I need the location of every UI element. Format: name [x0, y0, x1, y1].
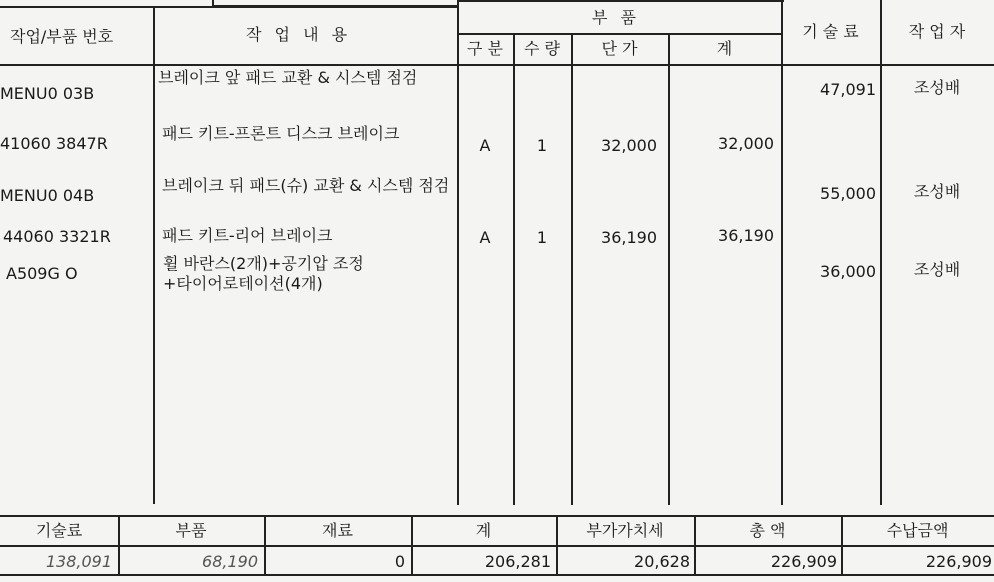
summary-label-vat: 부가가치세 — [586, 521, 664, 540]
summary-value-materials: 0 — [394, 552, 405, 571]
summary-label-paid: 수납금액 — [886, 521, 949, 540]
row-unit-price: 36,190 — [601, 228, 657, 247]
row-desc: 브레이크 뒤 패드(슈) 교환 & 시스템 점검 — [162, 176, 450, 195]
summary-value-paid: 226,909 — [925, 552, 992, 571]
summary-value-total: 206,281 — [484, 552, 551, 571]
row-worker: 조성배 — [913, 260, 961, 279]
summary-value-grand-total: 226,909 — [770, 552, 837, 571]
header-type: 구 분 — [467, 39, 503, 58]
row-worker: 조성배 — [913, 182, 961, 201]
header-qty: 수 량 — [524, 39, 560, 58]
row-type: A — [479, 136, 491, 155]
summary-label-materials: 재료 — [322, 521, 353, 540]
row-desc: 패드 키트-프론트 디스크 브레이크 — [162, 124, 400, 143]
row-desc: 브레이크 앞 패드 교환 & 시스템 점검 — [158, 68, 418, 87]
summary-label-total: 계 — [475, 521, 492, 540]
row-code: 41060 3847R — [0, 134, 108, 153]
header-worker: 작 업 자 — [908, 22, 966, 41]
row-subtotal: 36,190 — [718, 226, 774, 245]
row-labor: 36,000 — [820, 262, 876, 281]
summary-value-parts: 68,190 — [202, 552, 258, 571]
row-type: A — [479, 228, 491, 247]
row-qty: 1 — [536, 228, 548, 247]
row-labor: 47,091 — [820, 80, 876, 99]
header-subtotal: 계 — [716, 39, 733, 58]
summary-label-labor: 기술료 — [35, 521, 83, 540]
header-parts: 부 품 — [592, 8, 640, 27]
row-qty: 1 — [536, 136, 548, 155]
row-desc: 휠 바란스(2개)+공기압 조정+타이어로테이션(4개) — [163, 254, 364, 293]
header-content: 작 업 내 용 — [246, 25, 352, 44]
row-code: MENU0 03B — [0, 84, 95, 103]
summary-value-vat: 20,628 — [634, 552, 690, 571]
summary-label-parts: 부품 — [175, 521, 207, 540]
summary-value-labor: 138,091 — [45, 552, 112, 571]
row-subtotal: 32,000 — [718, 134, 774, 153]
summary-label-grand-total: 총 액 — [749, 521, 786, 540]
row-unit-price: 32,000 — [601, 136, 657, 155]
row-desc: 패드 키트-리어 브레이크 — [162, 226, 333, 245]
row-code: 44060 3321R — [3, 227, 111, 246]
header-code: 작업/부품 번호 — [10, 27, 114, 46]
header-labor: 기 술 료 — [802, 22, 859, 41]
row-code: MENU0 04B — [0, 186, 95, 205]
row-worker: 조성배 — [913, 78, 961, 97]
row-code: A509G O — [6, 264, 78, 283]
row-labor: 55,000 — [820, 184, 876, 203]
header-unit-price: 단 가 — [601, 39, 638, 58]
